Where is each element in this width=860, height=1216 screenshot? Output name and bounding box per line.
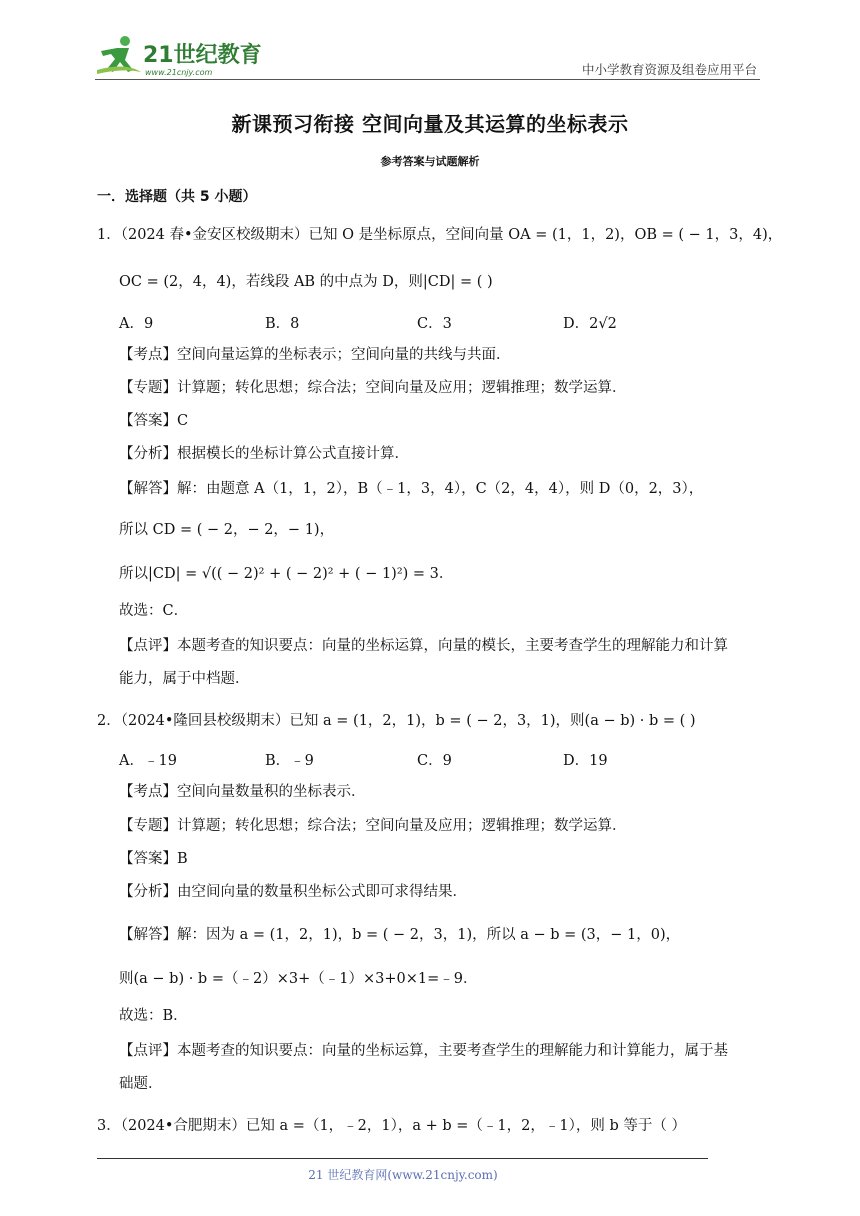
q1-choice: 故选：C． xyxy=(119,603,189,619)
q1-option-c: C．3 xyxy=(417,316,452,332)
q2-option-b: B．﹣9 xyxy=(265,753,314,769)
q1-zhuanti: 【专题】计算题；转化思想；综合法；空间向量及应用；逻辑推理；数学运算． xyxy=(119,380,627,396)
q1-solution: 【解答】解：由题意 A（1，1，2），B（﹣1，3，4），C（2，4，4），则 D（0，2，3）， xyxy=(119,481,704,497)
q2-option-d: D．19 xyxy=(563,753,608,769)
svg-text:www.21cnjy.com: www.21cnjy.com xyxy=(145,68,213,77)
q2-comment-line1: 【点评】本题考查的知识要点：向量的坐标运算，主要考查学生的理解能力和计算能力，属于基 xyxy=(119,1043,728,1059)
page-title: 新课预习衔接 空间向量及其运算的坐标表示 xyxy=(231,112,629,136)
q2-answer: 【答案】B xyxy=(119,851,188,867)
platform-name: 中小学教育资源及组卷应用平台 xyxy=(581,62,757,77)
q1-comment-line2: 能力，属于中档题． xyxy=(119,671,250,687)
q1-kaodian: 【考点】空间向量运算的坐标表示；空间向量的共线与共面． xyxy=(119,347,511,363)
page-subtitle: 参考答案与试题解析 xyxy=(380,155,480,168)
footer-divider xyxy=(97,1158,708,1159)
q2-solution-step1: 则(a − b) · b =（﹣2）×3+（﹣1）×3+0×1=﹣9． xyxy=(119,971,478,987)
q2-choice: 故选：B． xyxy=(119,1008,188,1024)
footer-link[interactable]: 21 世纪教育网(www.21cnjy.com) xyxy=(308,1168,498,1182)
header-divider xyxy=(95,79,760,80)
q1-option-d: D．2√2 xyxy=(563,316,617,332)
q1-solution-step2: 所以|CD| = √(( − 2)² + ( − 2)² + ( − 1)²) = 3． xyxy=(119,566,454,582)
q3-stem: 3．（2024•合肥期末）已知 a =（1，﹣2，1），a + b =（﹣1，2，﹣1），则 b 等于（ ） xyxy=(97,1118,686,1134)
logo-graphic xyxy=(95,32,295,78)
q1-solution-step1: 所以 CD = ( − 2，− 2，− 1)， xyxy=(119,522,335,538)
q2-analysis: 【分析】由空间向量的数量积坐标公式即可求得结果． xyxy=(119,884,467,900)
q2-kaodian: 【考点】空间向量数量积的坐标表示． xyxy=(119,784,366,800)
q2-comment-line2: 础题． xyxy=(119,1076,163,1092)
q1-option-a: A．9 xyxy=(119,316,154,332)
q1-comment-line1: 【点评】本题考查的知识要点：向量的坐标运算，向量的模长，主要考查学生的理解能力和计算 xyxy=(119,638,728,654)
page-header xyxy=(95,30,760,82)
q2-zhuanti: 【专题】计算题；转化思想；综合法；空间向量及应用；逻辑推理；数学运算． xyxy=(119,818,627,834)
q1-analysis: 【分析】根据模长的坐标计算公式直接计算． xyxy=(119,446,409,462)
site-logo xyxy=(95,32,295,78)
section-heading: 一．选择题（共 5 小题） xyxy=(97,189,257,205)
q1-answer: 【答案】C xyxy=(119,413,189,429)
q1-stem-line2: OC = (2，4，4)，若线段 AB 的中点为 D，则|CD| = ( ) xyxy=(119,274,493,290)
q2-solution: 【解答】解：因为 a = (1，2，1)，b = ( − 2，3，1)，所以 a − b = (3，− 1，0)， xyxy=(119,927,681,943)
q1-stem-line1: 1．（2024 春•金安区校级期末）已知 O 是坐标原点，空间向量 OA = (1，1，2)，OB = ( − 1，3，4)， xyxy=(97,227,783,243)
svg-text:21世纪教育: 21世纪教育 xyxy=(143,43,262,68)
q2-stem: 2．（2024•隆回县校级期末）已知 a = (1，2，1)，b = ( − 2，3，1)，则(a − b) · b = ( ) xyxy=(97,713,696,729)
q2-option-a: A．﹣19 xyxy=(119,753,177,769)
q1-option-b: B．8 xyxy=(265,316,300,332)
q2-option-c: C．9 xyxy=(417,753,452,769)
